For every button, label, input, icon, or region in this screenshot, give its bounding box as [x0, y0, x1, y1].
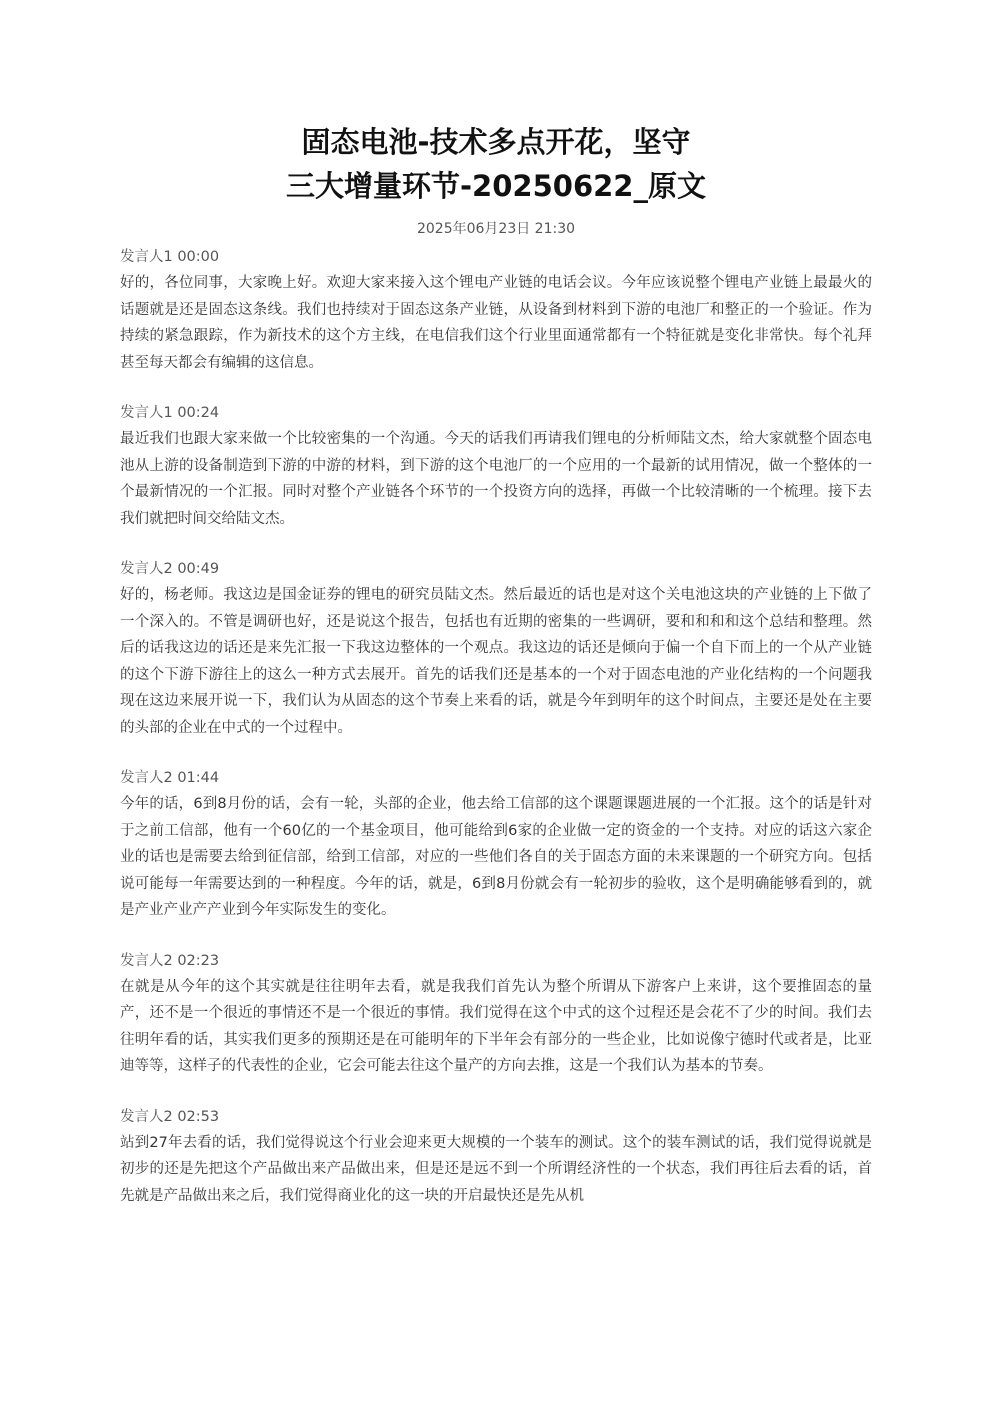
- speaker-timestamp: 发言人2 00:49: [120, 561, 220, 577]
- speaker-timestamp: 发言人1 00:24: [120, 405, 220, 421]
- document-title: [120, 120, 872, 208]
- speaker-timestamp: 发言人1 00:00: [120, 249, 220, 265]
- transcript-segment: [120, 400, 872, 532]
- segment-text: 好的，杨老师。我这边是国金证券的锂电的研究员陆文杰。然后最近的话也是对这个关电池这块的产业链的上下做了一个深入的。不管是调研也好，还是说这个报告，包括也有近期的密集的一些调研，要和和和和这个总结和整理。然后的话我这边的话还是来先汇报一下我这边整体的一个观点。我这边的话还是倾向于偏一个自下而上的一个从产业链的这个下游下游往上的这么一种方式去展开。首先的话我们还是基本的一个对于固态电池的产业化结构的一个问题我现在这边来展开说一下，我们认为从固态的这个节奏上来看的话，就是今年到明年的这个时间点，主要还是处在主要的头部的企业在中式的一个过程中。: [120, 587, 872, 736]
- document-title-line-2: 三大增量环节-20250622_原文: [286, 169, 706, 203]
- transcript-body: [120, 244, 872, 1233]
- segment-text: 今年的话，6到8月份的话，会有一轮，头部的企业，他去给工信部的这个课题课题进展的一个汇报。这个的话是针对于之前工信部，他有一个60亿的一个基金项目，他可能给到6家的企业做一定的资金的一个支持。对应的话这六家企业的话也是需要去给到征信部，给到工信部，对应的一些他们各自的关于固态方面的未来课题的一个研究方向。包括说可能每一年需要达到的一种程度。今年的话，就是，6到8月份就会有一轮初步的验收，这个是明确能够看到的，就是产业产业产产业到今年实际发生的变化。: [120, 796, 872, 918]
- transcript-segment: [120, 765, 872, 924]
- segment-text: 最近我们也跟大家来做一个比较密集的一个沟通。今天的话我们再请我们锂电的分析师陆文杰，给大家就整个固态电池从上游的设备制造到下游的中游的材料，到下游的这个电池厂的一个应用的一个最新的试用情况，做一个整体的一个最新情况的一个汇报。同时对整个产业链各个环节的一个投资方向的选择，再做一个比较清晰的一个梳理。接下去我们就把时间交给陆文杰。: [120, 431, 872, 527]
- segment-text: 好的，各位同事，大家晚上好。欢迎大家来接入这个锂电产业链的电话会议。今年应该说整个锂电产业链上最最火的话题就是还是固态这条线。我们也持续对于固态这条产业链，从设备到材料到下游的电池厂和整正的一个验证。作为持续的紧急跟踪，作为新技术的这个方主线，在电信我们这个行业里面通常都有一个特征就是变化非常快。每个礼拜甚至每天都会有编辑的这信息。: [120, 275, 872, 371]
- speaker-timestamp: 发言人2 02:23: [120, 952, 220, 969]
- segment-text: 站到27年去看的话，我们觉得说这个行业会迎来更大规模的一个装车的测试。这个的装车测试的话，我们觉得说就是初步的还是先把这个产品做出来产品做出来，但是还是远不到一个所谓经济性的一个状态，我们再往后去看的话，首先就是产品做出来之后，我们觉得商业化的这一块的开启最快还是先从机: [120, 1134, 872, 1204]
- speaker-timestamp: 发言人2 02:53: [120, 1108, 220, 1125]
- transcript-segment: [120, 556, 872, 741]
- document-date: 2025年06月23日 21:30: [416, 221, 576, 237]
- speaker-timestamp: 发言人2 01:44: [120, 770, 220, 786]
- document-title-line-1: 固态电池-技术多点开花，坚守: [301, 125, 691, 159]
- transcript-segment: [120, 244, 872, 376]
- segment-text: 在就是从今年的这个其实就是往往明年去看，就是我我们首先认为整个所谓从下游客户上来讲，这个要推固态的量产，还不是一个很近的事情还不是一个很近的事情。我们觉得在这个中式的这个过程还是会花不了少的时间。我们去往明年看的话，其实我们更多的预期还是在可能明年的下半年会有部分的一些企业，比如说像宁德时代或者是，比亚迪等等，这样子的代表性的企业，它会可能去往这个量产的方向去推，这是一个我们认为基本的节奏。: [120, 978, 872, 1074]
- transcript-segment: [120, 948, 872, 1080]
- transcript-segment: [120, 1104, 872, 1210]
